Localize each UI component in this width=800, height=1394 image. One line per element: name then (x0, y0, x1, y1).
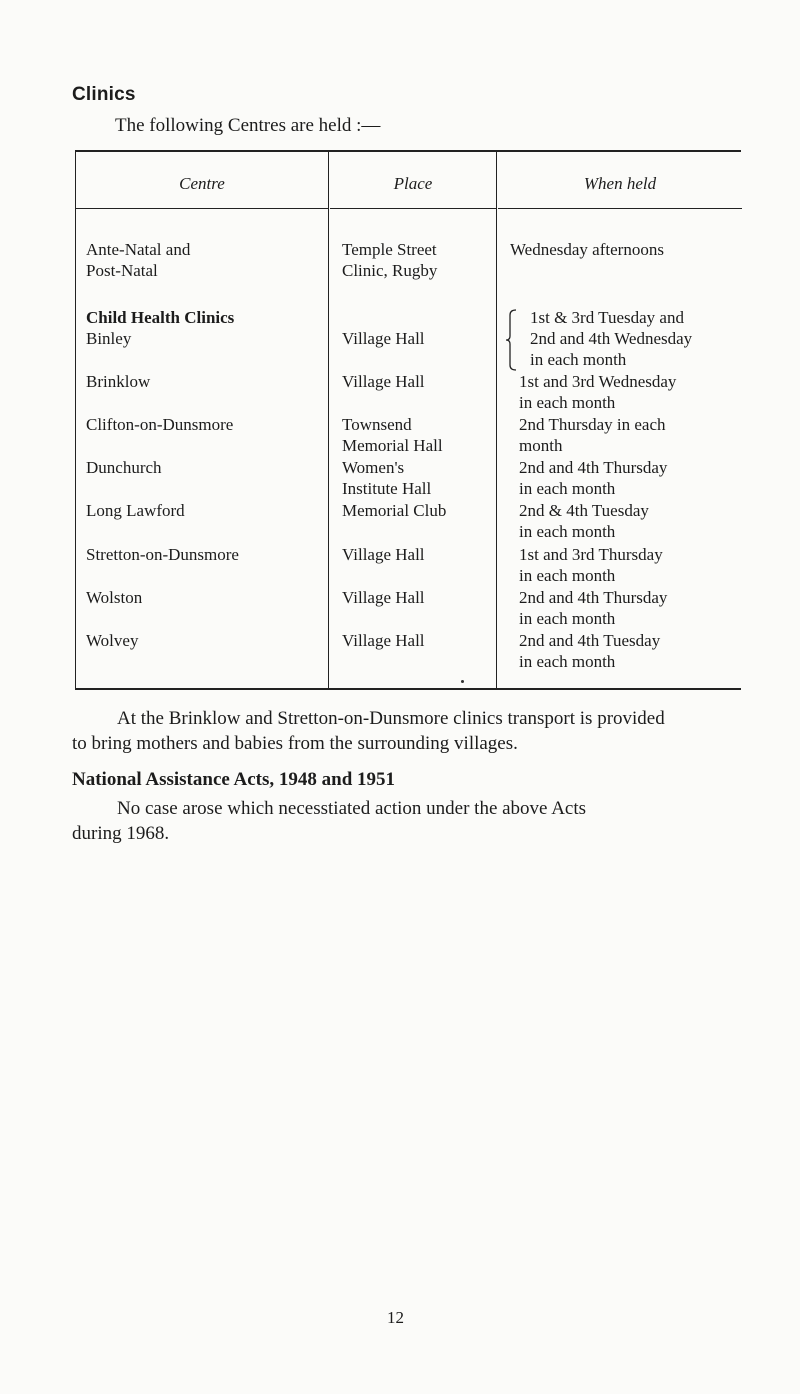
assistance-text: No case arose which necesstiated action under the above Acts during 1968. (72, 798, 587, 844)
header-place: Place (393, 174, 433, 193)
intro-text: The following Centres are held :— (115, 115, 381, 136)
centre-cell: Binley (86, 329, 132, 348)
centre-cell: Ante-Natal and Post-Natal (86, 240, 191, 280)
transport-note: At the Brinklow and Stretton-on-Dunsmore clinics transport is provided to bring mothers and babies from the surrounding villages. (72, 708, 665, 754)
centre-cell: Wolvey (86, 631, 139, 650)
section-heading: Clinics (72, 84, 136, 105)
header-centre: Centre (179, 174, 225, 193)
speck (461, 680, 464, 683)
centre-cell: Long Lawford (86, 501, 185, 520)
header-rule (498, 208, 742, 209)
centres-table (75, 150, 741, 690)
when-cell: 2nd and 4th Tuesday in each month (519, 631, 661, 671)
when-cell: 2nd and 4th Thursday in each month (519, 588, 668, 628)
when-cell: 2nd Thursday in each month (519, 415, 666, 455)
centre-cell: Stretton-on-Dunsmore (86, 545, 239, 564)
place-cell: Townsend Memorial Hall (342, 415, 443, 455)
place-cell: Temple Street Clinic, Rugby (342, 240, 438, 280)
place-cell: Village Hall (342, 545, 425, 564)
when-cell: 1st and 3rd Wednesday in each month (519, 372, 677, 412)
brace-bracket (505, 309, 515, 369)
centre-cell: Clifton-on-Dunsmore (86, 415, 234, 434)
when-cell: 1st & 3rd Tuesday and 2nd and 4th Wednesday in each month (530, 308, 693, 369)
column-divider (328, 152, 329, 688)
child-health-label: Child Health Clinics (86, 308, 235, 327)
when-cell: Wednesday afternoons (510, 240, 664, 259)
header-when-held: When held (583, 174, 657, 193)
when-cell: 2nd and 4th Thursday in each month (519, 458, 668, 498)
when-cell: 1st and 3rd Thursday in each month (519, 545, 663, 585)
assistance-heading: National Assistance Acts, 1948 and 1951 (72, 769, 396, 790)
place-cell: Memorial Club (342, 501, 447, 520)
when-cell: 2nd & 4th Tuesday in each month (519, 501, 649, 541)
centre-cell: Wolston (86, 588, 143, 607)
place-cell: Village Hall (342, 372, 425, 391)
page-number: 12 (387, 1308, 404, 1327)
place-cell: Women's Institute Hall (342, 458, 432, 498)
place-cell: Village Hall (342, 329, 425, 348)
place-cell: Village Hall (342, 631, 425, 650)
header-rule (76, 208, 328, 209)
centre-cell: Brinklow (86, 372, 151, 391)
place-cell: Village Hall (342, 588, 425, 607)
header-rule (330, 208, 496, 209)
centre-cell: Dunchurch (86, 458, 162, 477)
